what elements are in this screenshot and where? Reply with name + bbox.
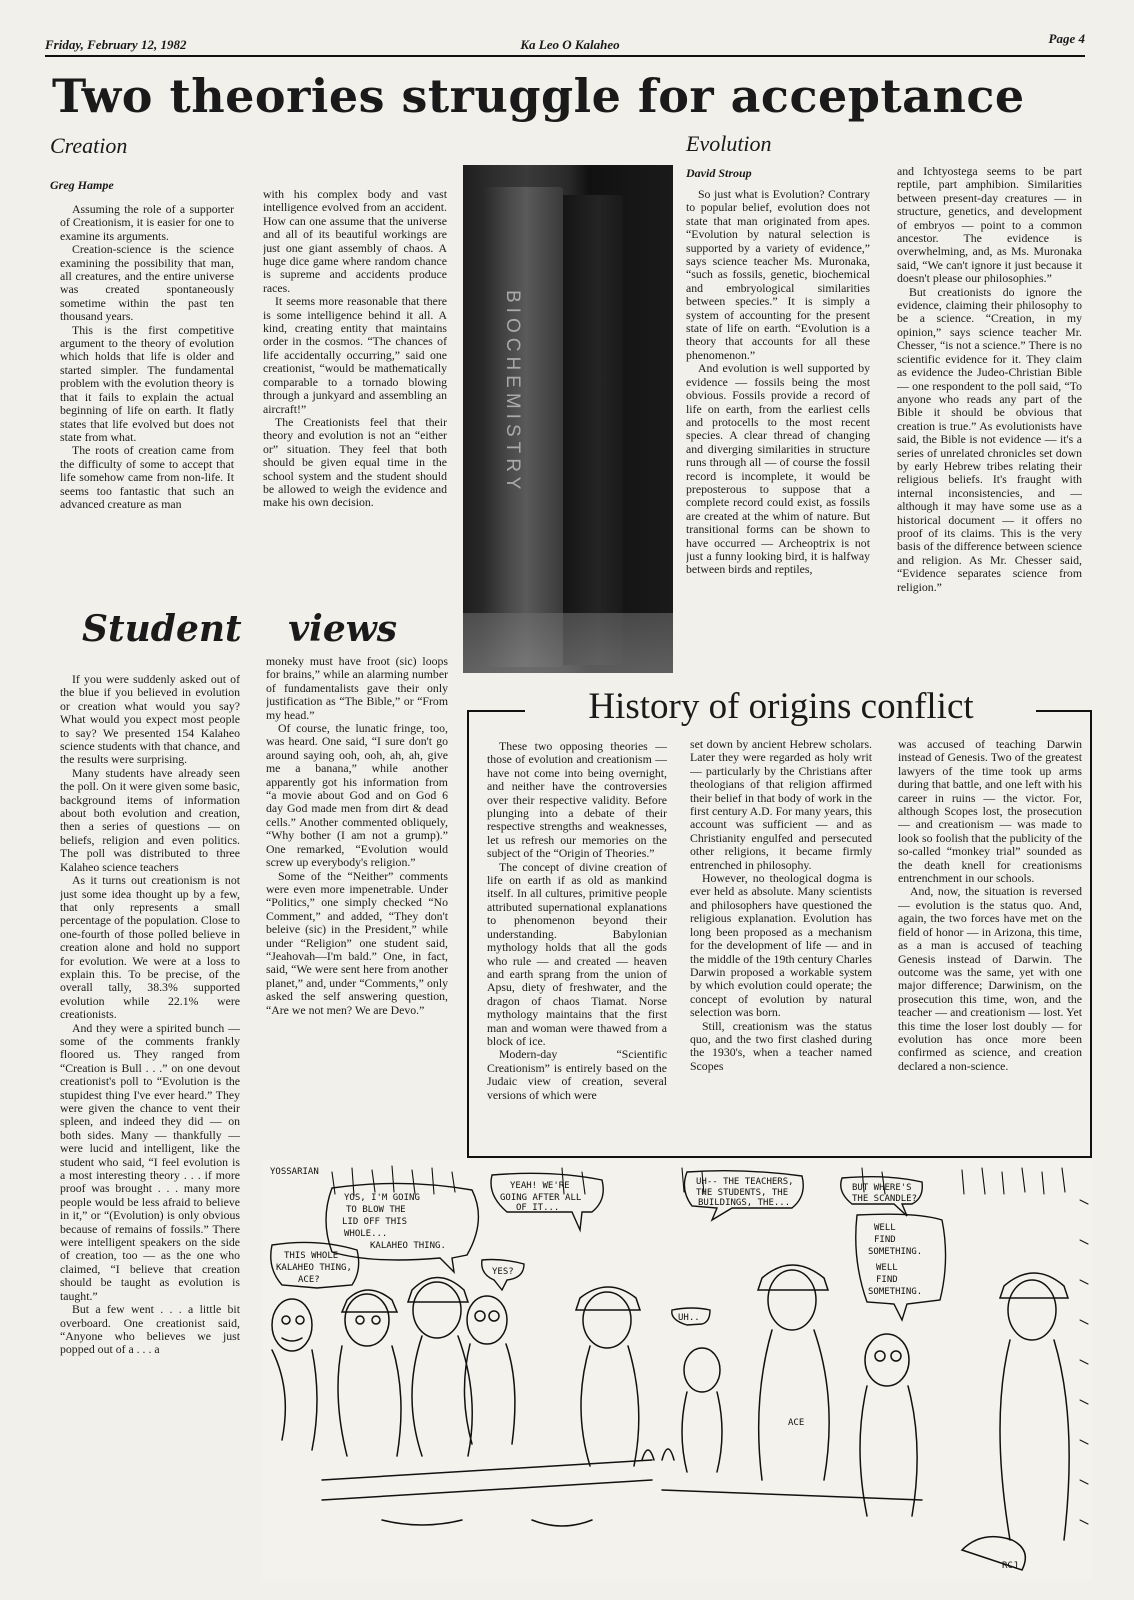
paragraph: As it turns out creationism is not just some idea thought up by a few, that only represents a small percentage of the population. Close to one-fourth of those polled believe in creation alone and hold no support for evolution. We were at a loss to explain this. To be precise, of the overall tally, 38.3% supported evolution while 22.1% were creationists. <box>60 873 240 1022</box>
bubble-line: UH-- THE TEACHERS, <box>696 1177 794 1187</box>
paragraph: Of course, the lunatic fringe, too, was heard. One said, “I sure don't go around saying ooh, ooh, ah, ah, give me a banana,” while another apparently got his information from “a movie about God and on God 6 day God made men from dirt & dead cells.” Another commented obliquely, “Why bother (I am not a grump).” One remarked, “Evolution would screw up everybody's religion.” <box>266 721 448 870</box>
paragraph: The concept of divine creation of life on earth if as old as mankind itself. In all cultures, primitive people attributed supernational explanations to phenomenon beyond their understanding. Babylonian mythology holds that all the gods who rule — and created — heaven and earth sprang from the union of Apsu, diety of freshwater, and the dragon of chaos Tiamat. Norse mythology maintains that the first man and woman were thawed from a block of ice. <box>487 859 667 1048</box>
paragraph: These two opposing theories — those of evolution and creationism — have not come into being overnight, and neither have the controversies over their respective validity. Before plunging into a debate of their respective strengths and weaknesses, let us refresh our memories on the subject of the “Origin of Theories.” <box>487 740 667 861</box>
book-spine-shadow <box>563 195 623 665</box>
student-views-column-1 <box>60 673 240 1583</box>
corner-initials: RCJ <box>1002 1561 1019 1571</box>
paragraph: was accused of teaching Darwin instead of Genesis. Two of the greatest lawyers of the time took up arms during that battle, and one left with his career in ruins — the victor. For, although Scopes lost, the prosecution — and creationism — was made to look so foolish that the publicity of the so-called “monkey trial” sounded as the death knell for creationisms entrenchment in our schools. <box>898 738 1082 886</box>
paragraph: This is the first competitive argument to the theory of evolution which holds that life is older and started simpler. The fundamental problem with the evolution theory is that it fails to explain the actual beginning of life on earth. It flatly states that life evolved but does not state from what. <box>60 322 234 444</box>
paragraph: It seems more reasonable that there is some intelligence behind it all. A kind, creating entity that maintains order in the cosmos. “The chances of life accidentally occurring,” said one creationist, “would be mathematically comparable to a tornado blowing through a junkyard and assembling an aircraft!” <box>263 294 447 416</box>
bubble-line: KALAHEO THING. <box>370 1241 446 1251</box>
paper-name: Ka Leo O Kalaheo <box>520 37 620 52</box>
paragraph: But creationists do ignore the evidence, claiming their philosophy to be a science. “Creation, in my opinion,” says science teacher Mr. Chesser, “is not a science.” There is no scientific evidence for it. They claim as evidence the Judeo-Christian Bible — one respondent to the poll said, “To anyone who reads any part of the Bible it should be obvious that creation is true.” As evolutionists have said, the Bible is not evidence — it's a series of unrelated chronicles set down by early Hebrew tribes relating their religious beliefs. It's fraught with internal inconsistencies, and — although it may have some use as a historical document — it offers no proof of its claims. This is the very basis of the difference between science and religion. As Mr. Chesser said, “Evidence separates science from religion.” <box>897 284 1082 594</box>
paragraph: So just what is Evolution? Contrary to popular belief, evolution does not state that man originated from apes. “Evolution by natural selection is supported by a variety of evidence,” says science teacher Ms. Muronaka, “such as fossils, genetic, biochemical and embryological similarities between species.” It is simply a system of accounting for the present state of life on earth. “Evolution is a theory that accounts for all these phenomenon.” <box>686 188 870 362</box>
bubble-line: THE STUDENTS, THE <box>696 1188 789 1198</box>
cartoon-figures <box>272 1265 1069 1570</box>
bubble-line: WHOLE... <box>344 1229 388 1239</box>
bubble-line: SOMETHING. <box>868 1247 923 1257</box>
bubble-line: YEAH! WE'RE <box>510 1181 570 1191</box>
paragraph: Creation-science is the science examining the possibility that man, all creatures, and the entire universe was created spontaneously sometime within the past ten thousand years. <box>60 242 234 324</box>
heading-word: views <box>288 608 397 650</box>
paragraph: However, no theological dogma is ever held as absolute. Many scientists and philosophers have questioned the religious explanation. Evolution has long been proposed as a mechanism for the development of life — and in the middle of the 19th century Charles Darwin proposed a workable system by which evolution could operate; the concept of evolution by natural selection was born. <box>690 871 872 1020</box>
history-heading: History of origins conflict <box>588 686 974 727</box>
creation-byline: Greg Hampe <box>50 178 114 192</box>
paragraph: Some of the “Neither” comments were even more impenetrable. Under “Politics,” one simply checked “No Comment,” and added, “They don't beleive (sic) in the President,” while under “Religion” one student said, “Jeahovah—I'm bald.” One, in fact, said, “We were sent here from another planet,” and, under “Comments,” only asked the self answering question, “Are we not men? We are Devo.” <box>266 868 448 1017</box>
bubble-line: TO BLOW THE <box>346 1205 406 1215</box>
paragraph: And evolution is well supported by evidence — fossils being the most obvious. Fossils provide a record of life on earth, from the earliest cells and protocells to the most recent species. A clear thread of changing and diverging similarities in structure runs through all — of course the fossil record is incomplete, it would be preposterous to suppose that a complete record could exist, as fossils are created at the whim of nature. But transitional forms can be shown to have occurred — Archeoptrix is not just a funny looking bird, it is halfway between birds and reptiles, <box>686 361 870 577</box>
bubble-line: LID OFF THIS <box>342 1217 408 1227</box>
history-column-2 <box>690 738 872 1154</box>
paragraph: And, now, the situation is reversed — evolution is the status quo. And, again, the two forces have met on the field of honor — in Arizona, this time, as a man is accused of teaching Genesis instead of Darwin. The outcome was the same, yet with one major difference; Darwinism, on the prosecution this time, won, and the teacher — and creationism — lost. Yet this time the loser lost doubly — for evolution has once more been confirmed as science, and creation declared a non-science. <box>898 884 1082 1073</box>
creation-column-2 <box>263 188 447 606</box>
page-number: Page 4 <box>1048 31 1085 46</box>
evolution-column-2 <box>897 165 1082 681</box>
history-column-3 <box>898 738 1082 1154</box>
evolution-kicker: Evolution <box>686 131 772 156</box>
photo-floor <box>463 613 673 673</box>
bubble-line: WELL <box>876 1263 898 1273</box>
creation-column-1 <box>60 203 234 605</box>
bubble-line: FIND <box>876 1275 898 1285</box>
bubble-line: UH.. <box>678 1313 700 1323</box>
biochemistry-book-photo <box>463 165 673 673</box>
paragraph: and Ichtyostega seems to be part reptile, part amphibion. Similarities between present-day creatures — in structure, genetics, and development of embryos — point to a common ancestor. The evidence is overwhelming, and, as Ms. Muronaka said, “We can't ignore it just because it doesn't please our philosophies.” <box>897 165 1082 286</box>
paragraph: moneky must have froot (sic) loops for brains,” while an alarming number of fundamentalists gave their only justification as “The Bible,” or “From my head.” <box>266 655 448 722</box>
bubble-line: FIND <box>874 1235 896 1245</box>
bubble-line: SOMETHING. <box>868 1287 923 1297</box>
book-title: BIOCHEMISTRY <box>502 290 523 495</box>
paragraph: If you were suddenly asked out of the blue if you believed in evolution or creation what would you say? What would you expect most people to say? We presented 154 Kalaheo science students with that chance, and the results were surprising. <box>60 673 240 767</box>
paragraph: Many students have already seen the poll. On it were given some basic, background items of information about both evolution and creation, then a series of questions — on beliefs, religion and even politics. The poll was distributed to three Kalaheo science teachers <box>60 765 240 874</box>
student-views-heading <box>82 608 397 650</box>
editorial-cartoon <box>262 1160 1092 1580</box>
bubble-line: YOS, I'M GOING <box>344 1193 420 1203</box>
bubble-line: BUILDINGS, THE... <box>698 1198 791 1208</box>
bubble-line: KALAHEO THING, <box>276 1263 352 1273</box>
bubble-line: ACE? <box>298 1275 320 1285</box>
paragraph: Modern-day “Scientific Creationism” is entirely based on the Judaic view of creation, several versions of which were <box>487 1047 667 1102</box>
bubble-line: GOING AFTER ALL <box>500 1193 582 1203</box>
bubble-line: WELL <box>874 1223 896 1233</box>
paragraph: Still, creationism was the status quo, and the two first clashed during the 1930's, when a teacher named Scopes <box>690 1018 872 1073</box>
paragraph: And they were a spirited bunch — some of the comments frankly floored us. They ranged from “Creation is Bull . . .” on one devout creationist's poll to “Evolution is the stupidest thing I've ever heard.” They were given the chance to vent their spleen, and indeed they did — on both sides. Many — thankfully — were lucid and intelligent, like the student who said, “I feel evolution is a most interesting theory . . . if more proof was brought . . . many more people would be less afraid to believe in it,” or “(Evolution) is only obvious because of remains of fossils.” There were intelligent speakers on the side of creation, too — as the one who claimed, “I believe that creation should be taught as evolution is taught.” <box>60 1020 240 1303</box>
issue-date: Friday, February 12, 1982 <box>45 37 187 52</box>
paragraph: set down by ancient Hebrew scholars. Later they were regarded as holy writ — particularly by the Christians after theologians of that religion affirmed their belief in that body of work in the first century A.D. For many years, this account was sufficient — and as Christianity engulfed and persecuted other religions, it became firmly entrenched in philosophy. <box>690 738 872 872</box>
evolution-column-1 <box>686 188 870 676</box>
bubble-line: OF IT... <box>516 1203 560 1213</box>
masthead <box>45 33 1085 57</box>
bubble-text-1 <box>342 1193 446 1251</box>
paragraph: with his complex body and vast intelligence evolved from an accident. How can one assume that the universe and all of its beautiful workings are just one giant assembly of chaos. A huge dice game where random chance is supreme and accidents produce races. <box>263 188 447 295</box>
cartoon-drawing <box>262 1160 1092 1580</box>
paragraph: But a few went . . . a little bit overboard. One creationist said, “Anyone who believes we just popped out of a . . . a <box>60 1302 240 1357</box>
bubble-line: THE SCANDLE? <box>852 1194 918 1204</box>
cartoonist-signature: YOSSARIAN <box>270 1167 319 1177</box>
paragraph: The Creationists feel that their theory and evolution is not an “either or” situation. They feel that both should be given equal time in the school system and the student should be allowed to weigh the evidence and make his own decision. <box>263 414 447 510</box>
paragraph: Assuming the role of a supporter of Creationism, it is easier for one to examine its arguments. <box>60 203 234 243</box>
bubble-line: THIS WHOLE <box>284 1251 339 1261</box>
shirt-label: ACE <box>788 1418 805 1428</box>
history-column-1 <box>487 740 667 1154</box>
bubble-line: YES? <box>492 1267 514 1277</box>
bubble-line: BUT WHERE'S <box>852 1183 912 1193</box>
paragraph: The roots of creation came from the difficulty of some to accept that life somehow came from non-life. It seems too fantastic that such an advanced creature as man <box>60 443 234 511</box>
heading-word: Student <box>82 608 242 650</box>
student-views-column-2 <box>266 655 448 1160</box>
creation-kicker: Creation <box>50 133 128 158</box>
evolution-byline: David Stroup <box>686 166 752 180</box>
main-headline: Two theories struggle for acceptance <box>52 69 1025 123</box>
